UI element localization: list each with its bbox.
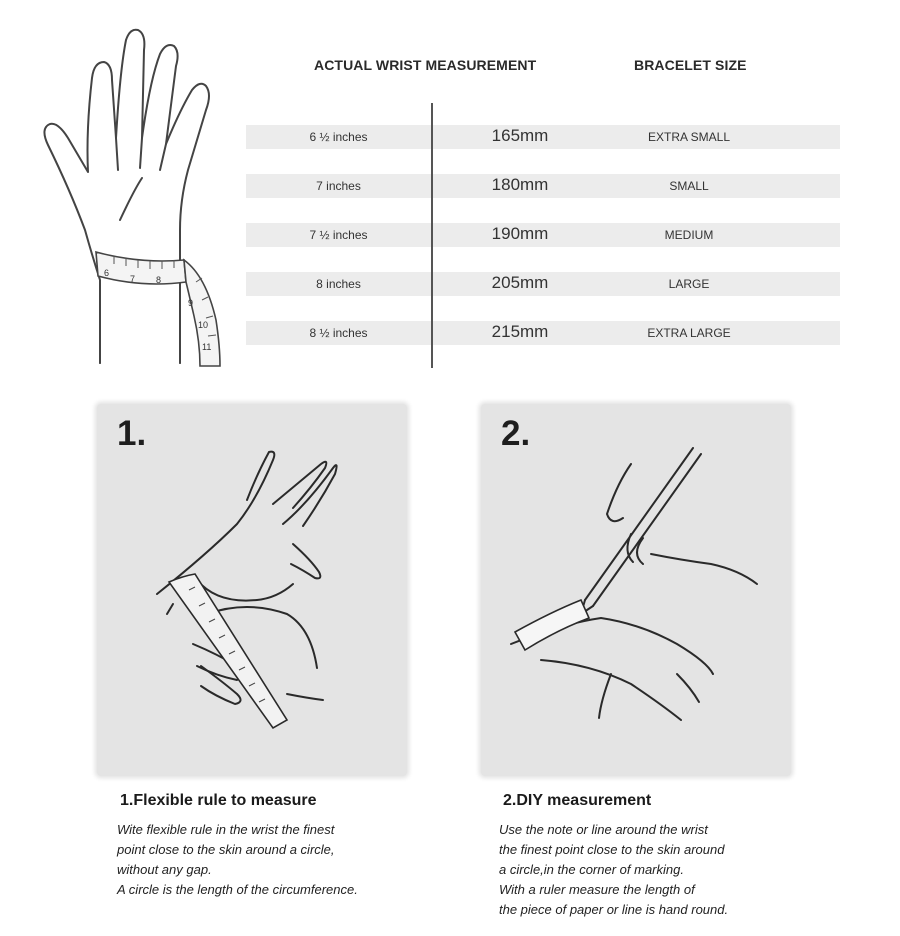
description-line: a circle,in the corner of marking. [499, 862, 684, 877]
wrist-inches: 7 inches [316, 179, 361, 193]
diy-paper-strip-illustration [481, 404, 791, 776]
description-line: A circle is the length of the circumference. [117, 882, 358, 897]
step-number: 1. [117, 414, 147, 453]
table-row [246, 125, 840, 149]
tape-tick-label: 8 [156, 275, 162, 285]
bracelet-size: MEDIUM [664, 228, 714, 242]
description-line: the piece of paper or line is hand round. [499, 902, 729, 917]
bracelet-size: EXTRA SMALL [647, 130, 731, 144]
step-1-panel [97, 404, 407, 776]
description-line: Wite flexible rule in the wrist the finest [117, 822, 335, 837]
wrist-mm: 215mm [491, 322, 549, 341]
wrist-mm: 165mm [491, 126, 549, 145]
step-1-description [117, 820, 358, 900]
header-bracelet-size: BRACELET SIZE [634, 57, 747, 73]
bracelet-size: EXTRA LARGE [647, 326, 731, 340]
hand-measuring-tape-illustration [30, 20, 230, 375]
table-row [246, 174, 840, 198]
table-row [246, 321, 840, 345]
wrist-inches: 8 ½ inches [309, 326, 368, 340]
step-number: 2. [501, 414, 531, 453]
bracelet-size: LARGE [668, 277, 710, 291]
wrist-inches: 8 inches [316, 277, 361, 291]
wrist-mm: 180mm [491, 175, 549, 194]
step-2-panel [481, 404, 791, 776]
wrist-mm: 190mm [491, 224, 549, 243]
table-divider [431, 103, 433, 368]
tape-tick-label: 11 [202, 342, 212, 352]
step-1-title: 1.Flexible rule to measure [120, 792, 317, 809]
bracelet-size: SMALL [669, 179, 709, 193]
description-line: without any gap. [117, 862, 212, 877]
wrist-mm: 205mm [491, 273, 549, 292]
description-line: the finest point close to the skin around [499, 842, 725, 857]
table-row [246, 223, 840, 247]
tape-tick-label: 7 [130, 274, 136, 284]
tape-tick-label: 6 [104, 268, 110, 278]
flexible-rule-illustration [97, 404, 407, 776]
header-wrist-measurement: ACTUAL WRIST MEASUREMENT [314, 57, 537, 73]
step-2-description [499, 820, 728, 920]
wrist-inches: 6 ½ inches [309, 130, 368, 144]
table-row [246, 272, 840, 296]
description-line: point close to the skin around a circle, [117, 842, 335, 857]
tape-tick-label: 9 [188, 298, 194, 308]
tape-tick-label: 10 [198, 320, 209, 330]
description-line: With a ruler measure the length of [499, 882, 695, 897]
step-2-title: 2.DIY measurement [503, 792, 652, 809]
description-line: Use the note or line around the wrist [499, 822, 708, 837]
wrist-inches: 7 ½ inches [309, 228, 368, 242]
